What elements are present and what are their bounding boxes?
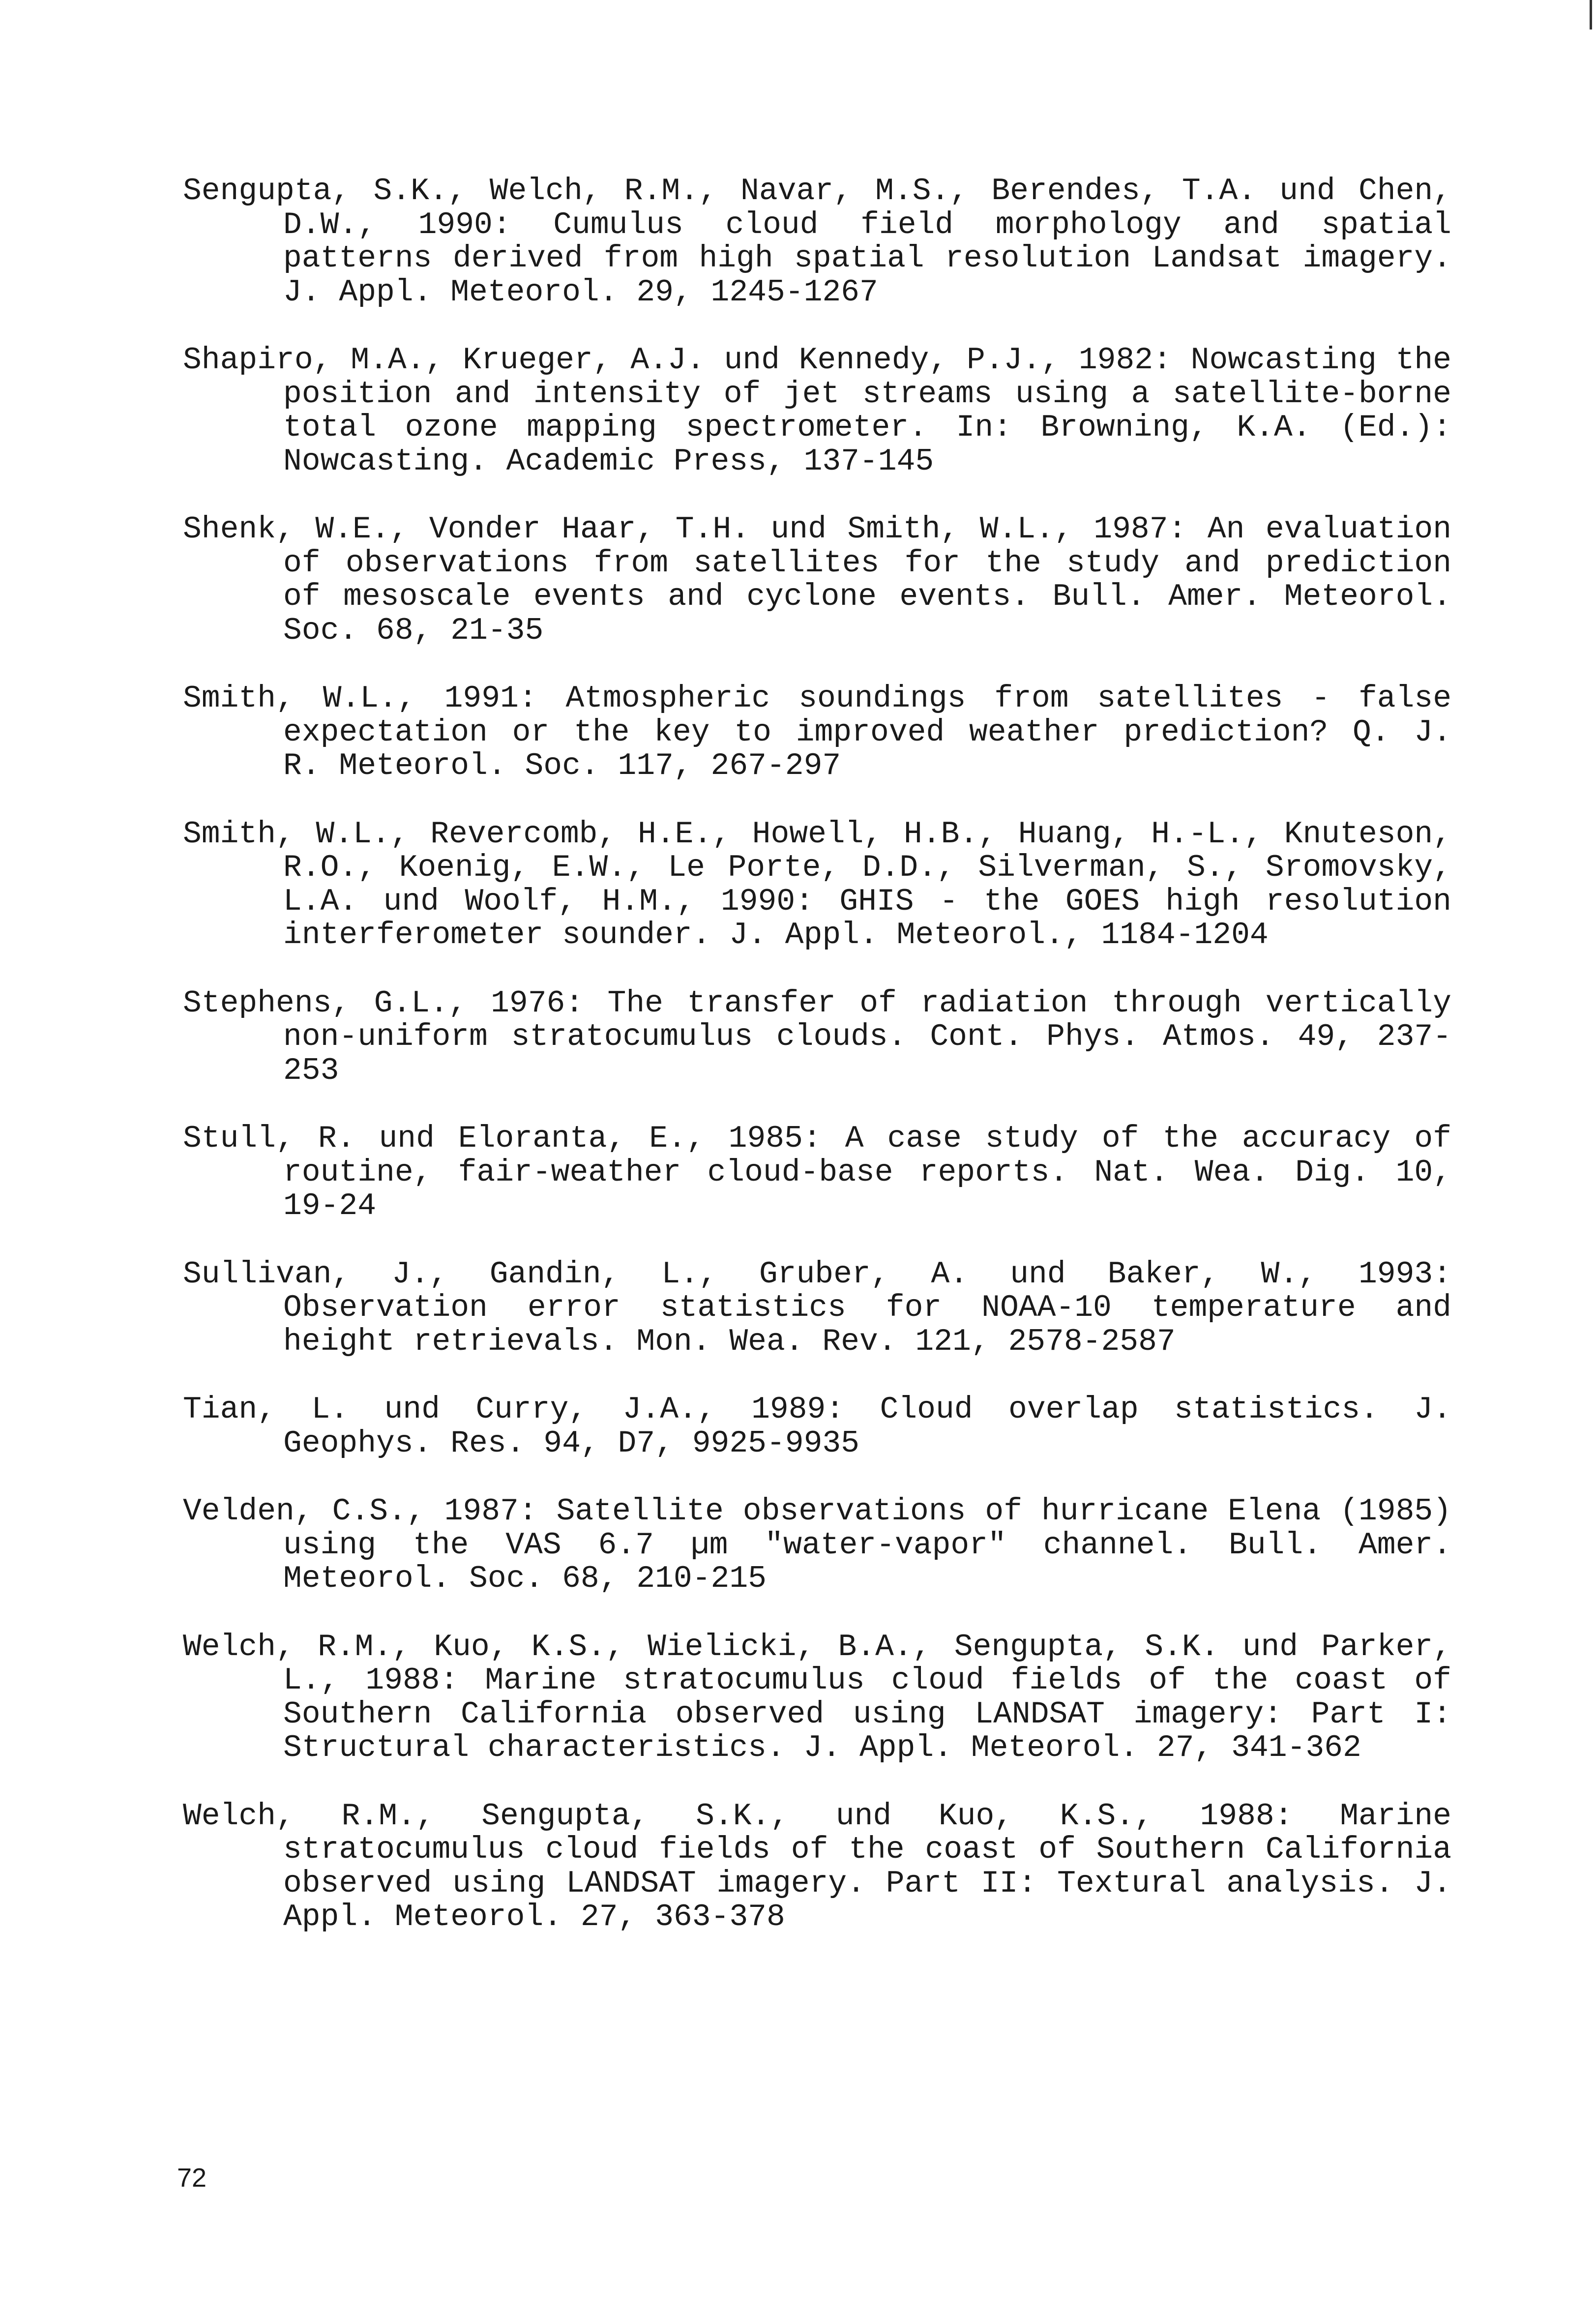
reference-entry: Velden, C.S., 1987: Satellite observations of hurricane Elena (1985) using the VAS 6.7 µm "water-vapor" channel. Bull. Amer. Meteorol. Soc. 68, 210-215	[183, 1494, 1451, 1596]
reference-entry: Sengupta, S.K., Welch, R.M., Navar, M.S., Berendes, T.A. und Chen, D.W., 1990: Cumulus cloud field morphology and spatial patterns derived from high spatial resolution Landsat imagery. J. Appl. Meteorol. 29, 1245-1267	[183, 174, 1451, 310]
reference-entry: Shenk, W.E., Vonder Haar, T.H. und Smith, W.L., 1987: An evaluation of observations from satellites for the study and prediction of mesoscale events and cyclone events. Bull. Amer. Meteorol. Soc. 68, 21-35	[183, 512, 1451, 648]
reference-list	[183, 175, 1451, 1969]
reference-entry: Tian, L. und Curry, J.A., 1989: Cloud overlap statistics. J. Geophys. Res. 94, D7, 9925-9935	[183, 1392, 1451, 1461]
reference-entry: Stephens, G.L., 1976: The transfer of radiation through vertically non-uniform stratocumulus clouds. Cont. Phys. Atmos. 49, 237-253	[183, 985, 1451, 1088]
page-number: 72	[177, 2163, 207, 2193]
reference-entry: Welch, R.M., Sengupta, S.K., und Kuo, K.S., 1988: Marine stratocumulus cloud fields of the coast of Southern California observed using LANDSAT imagery. Part II: Textural analysis. J. Appl. Meteorol. 27, 363-378	[183, 1798, 1451, 1934]
scan-edge-mark	[1590, 0, 1592, 30]
reference-entry: Stull, R. und Eloranta, E., 1985: A case study of the accuracy of routine, fair-weather cloud-base reports. Nat. Wea. Dig. 10, 19-24	[183, 1121, 1451, 1223]
reference-entry: Sullivan, J., Gandin, L., Gruber, A. und Baker, W., 1993: Observation error statistics for NOAA-10 temperature and height retrievals. Mon. Wea. Rev. 121, 2578-2587	[183, 1256, 1451, 1359]
reference-entry: Welch, R.M., Kuo, K.S., Wielicki, B.A., Sengupta, S.K. und Parker, L., 1988: Marine stratocumulus cloud fields of the coast of Southern California observed using LANDSAT imagery: Part I: Structural characteristics. J. Appl. Meteorol. 27, 341-362	[183, 1629, 1451, 1765]
reference-entry: Smith, W.L., Revercomb, H.E., Howell, H.B., Huang, H.-L., Knuteson, R.O., Koenig, E.W., Le Porte, D.D., Silverman, S., Sromovsky, L.A. und Woolf, H.M., 1990: GHIS - the GOES high resolution interferometer sounder. J. Appl. Meteorol., 1184-1204	[183, 816, 1451, 952]
reference-entry: Smith, W.L., 1991: Atmospheric soundings from satellites - false expectation or the key to improved weather prediction? Q. J. R. Meteorol. Soc. 117, 267-297	[183, 681, 1451, 783]
reference-entry: Shapiro, M.A., Krueger, A.J. und Kennedy, P.J., 1982: Nowcasting the position and intensity of jet streams using a satellite-borne total ozone mapping spectrometer. In: Browning, K.A. (Ed.): Nowcasting. Academic Press, 137-145	[183, 343, 1451, 479]
